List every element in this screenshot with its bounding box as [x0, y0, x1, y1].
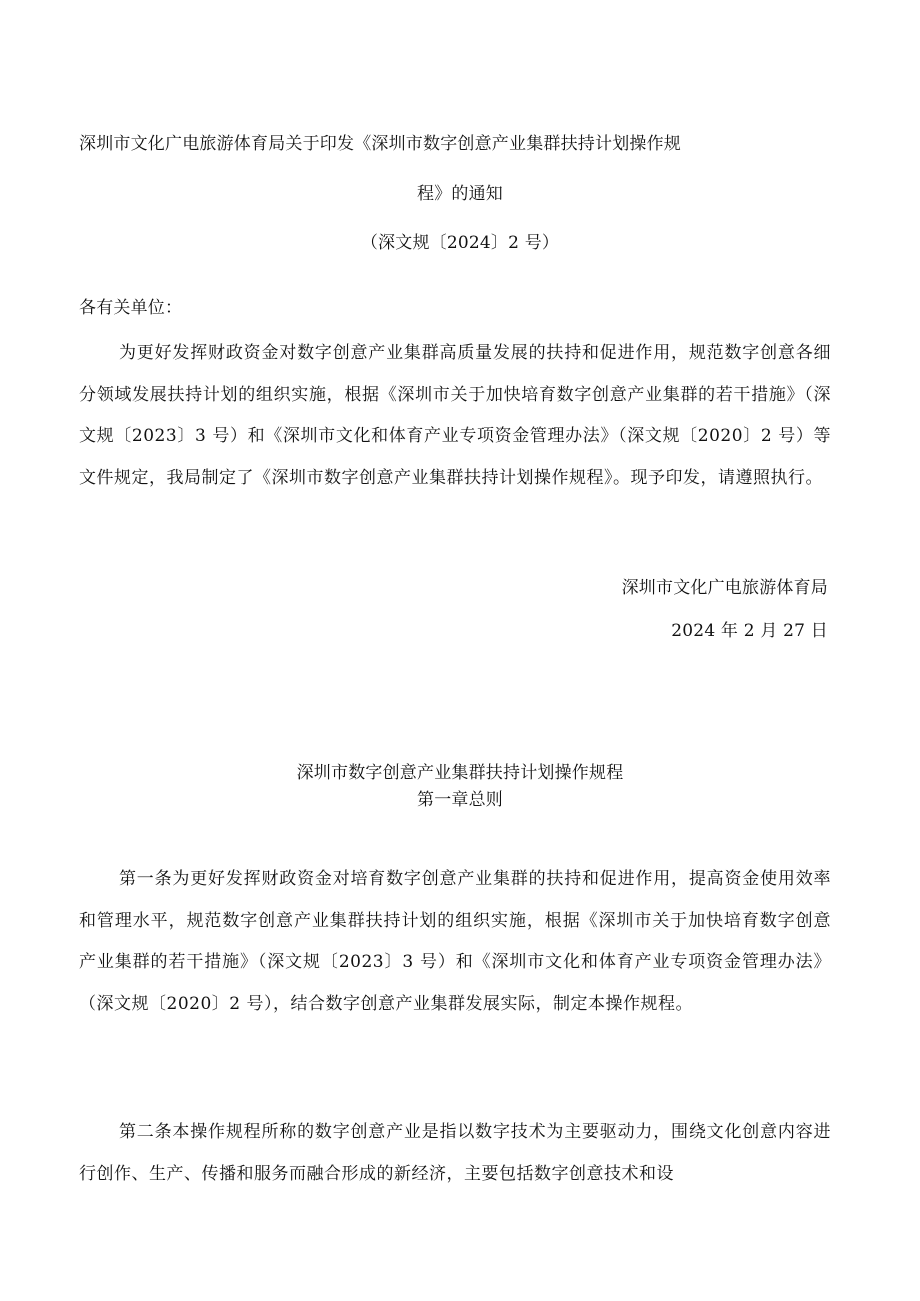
regulation-article-2: 第二条本操作规程所称的数字创意产业是指以数字技术为主要驱动力，围绕文化创意内容进行创作、生产、传播和服务而融合形成的新经济，主要包括数字创意技术和设: [79, 1122, 831, 1184]
notice-addressee: 各有关单位：: [79, 298, 183, 318]
notice-title-line1: 深圳市文化广电旅游体育局关于印发《深圳市数字创意产业集群扶持计划操作规: [79, 134, 681, 154]
notice-doc-number: （深文规〔2024〕2 号）: [360, 233, 560, 253]
notice-title-line2: 程》的通知: [417, 184, 503, 204]
notice-body-paragraph: 为更好发挥财政资金对数字创意产业集群高质量发展的扶持和促进作用，规范数字创意各细分领域发展扶持计划的组织实施，根据《深圳市关于加快培育数字创意产业集群的若干措施》（深文规〔2023〕3 号）和《深圳市文化和体育产业专项资金管理办法》（深文规〔2020〕2 号）等文件规定，我局制定了《深圳市数字创意产业集群扶持计划操作规程》。现予印发，请遵照执行。: [79, 343, 831, 488]
notice-date: 2024 年 2 月 27 日: [671, 621, 828, 641]
regulation-article-1: 第一条为更好发挥财政资金对培育数字创意产业集群的扶持和促进作用，提高资金使用效率和管理水平，规范数字创意产业集群扶持计划的组织实施，根据《深圳市关于加快培育数字创意产业集群的若干措施》（深文规〔2023〕3 号）和《深圳市文化和体育产业专项资金管理办法》（深文规〔2020〕2 号），结合数字创意产业集群发展实际，制定本操作规程。: [79, 869, 831, 1014]
regulation-title: 深圳市数字创意产业集群扶持计划操作规程: [296, 763, 624, 783]
notice-issuer: 深圳市文化广电旅游体育局: [621, 578, 828, 598]
regulation-chapter-heading: 第一章总则: [417, 790, 503, 810]
